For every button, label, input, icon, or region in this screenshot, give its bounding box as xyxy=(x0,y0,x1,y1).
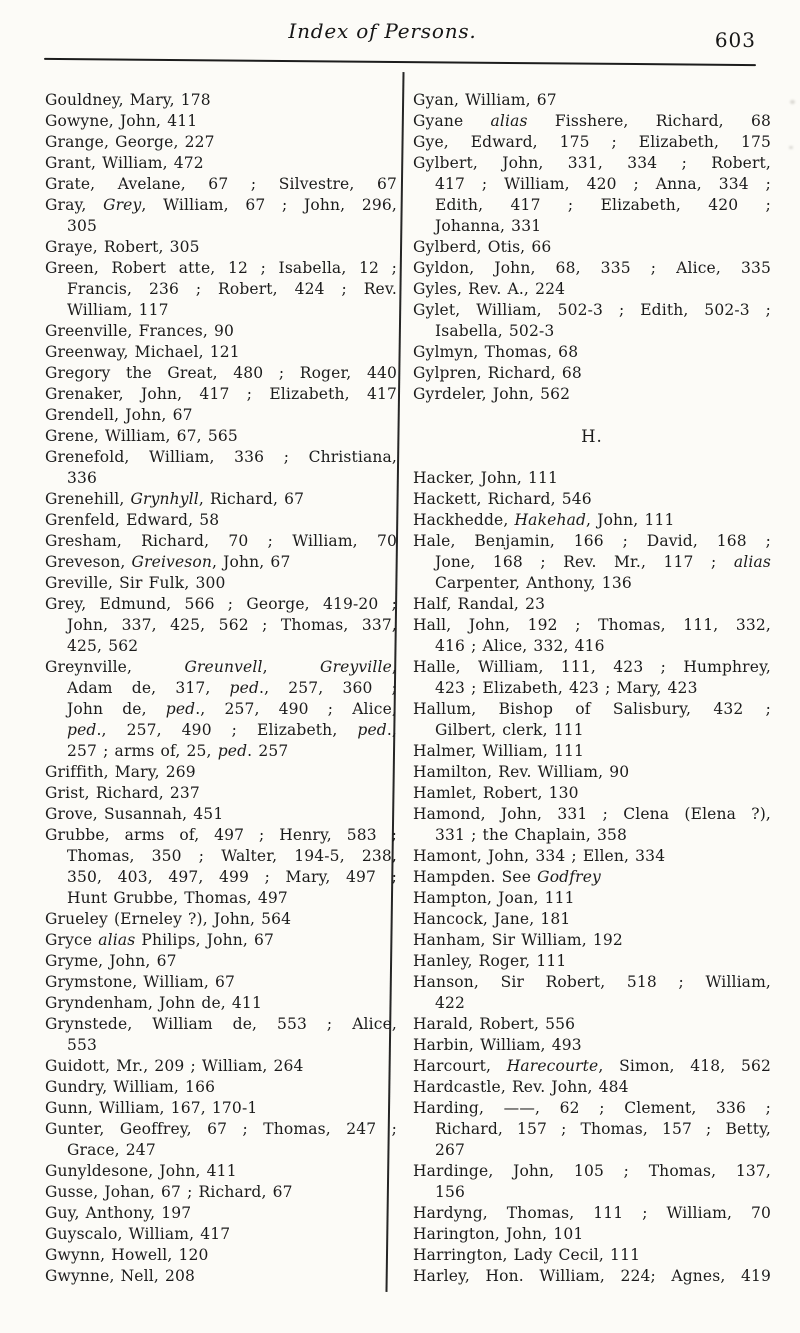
index-line: Gryce alias Philips, John, 67 xyxy=(45,931,275,949)
index-line: Hallum, Bishop of Salisbury, 432 ; xyxy=(413,700,771,718)
scan-speck xyxy=(789,146,793,149)
index-line: Harcourt, Harecourte, Simon, 418, 562 xyxy=(413,1057,771,1075)
index-line: Hanley, Roger, 111 xyxy=(413,952,567,970)
index-line: Hanham, Sir William, 192 xyxy=(413,931,623,949)
variant-name: Greunvell xyxy=(184,658,263,676)
index-line: William, 117 xyxy=(67,301,169,319)
index-line: Grenefold, William, 336 ; Christiana, xyxy=(45,448,397,466)
header-rule xyxy=(44,58,756,67)
variant-name: alias xyxy=(733,553,771,571)
index-line: Hardinge, John, 105 ; Thomas, 137, xyxy=(413,1162,771,1180)
index-line: Gryme, John, 67 xyxy=(45,952,177,970)
index-line: Thomas, 350 ; Walter, 194-5, 238, xyxy=(67,847,397,865)
index-line: Grist, Richard, 237 xyxy=(45,784,200,802)
index-line: Guy, Anthony, 197 xyxy=(45,1204,192,1222)
variant-name: ped xyxy=(217,742,248,760)
index-line: 257 ; arms of, 25, ped. 257 xyxy=(67,742,289,760)
index-line: Hamond, John, 331 ; Clena (Elena ?), xyxy=(413,805,771,823)
index-line: Hacker, John, 111 xyxy=(413,469,559,487)
index-line: Grendell, John, 67 xyxy=(45,406,193,424)
index-line: Hampton, Joan, 111 xyxy=(413,889,575,907)
index-line: Grueley (Erneley ?), John, 564 xyxy=(45,910,292,928)
index-line: 417 ; William, 420 ; Anna, 334 ; xyxy=(435,175,771,193)
index-line: Gouldney, Mary, 178 xyxy=(45,91,211,109)
index-line: Gowyne, John, 411 xyxy=(45,112,198,130)
index-line: Greynville, Greunvell, Greyville, xyxy=(45,658,397,676)
index-line: Hamilton, Rev. William, 90 xyxy=(413,763,630,781)
index-line: Gyane alias Fisshere, Richard, 68 xyxy=(413,112,771,130)
index-line: Jone, 168 ; Rev. Mr., 117 ; alias xyxy=(435,553,771,571)
index-line: ped., 257, 490 ; Elizabeth, ped., xyxy=(67,721,397,739)
index-line: Grenfeld, Edward, 58 xyxy=(45,511,220,529)
index-line: Grange, George, 227 xyxy=(45,133,215,151)
running-title: Index of Persons. xyxy=(288,19,477,43)
index-line: Harding, ——, 62 ; Clement, 336 ; xyxy=(413,1099,771,1117)
index-line: Hunt Grubbe, Thomas, 497 xyxy=(67,889,288,907)
index-line: Gray, Grey, William, 67 ; John, 296, xyxy=(45,196,397,214)
index-line: Johanna, 331 xyxy=(435,217,542,235)
index-line: Gyrdeler, John, 562 xyxy=(413,385,571,403)
index-line: Grant, William, 472 xyxy=(45,154,204,172)
index-line: 553 xyxy=(67,1036,98,1054)
index-line: Gylbert, John, 331, 334 ; Robert, xyxy=(413,154,771,172)
index-line: Grace, 247 xyxy=(67,1141,156,1159)
page-number: 603 xyxy=(714,28,756,52)
index-line: Guyscalo, William, 417 xyxy=(45,1225,231,1243)
index-line: Gregory the Great, 480 ; Roger, 440 xyxy=(45,364,397,382)
index-line: Edith, 417 ; Elizabeth, 420 ; xyxy=(435,196,771,214)
index-line: Isabella, 502-3 xyxy=(435,322,555,340)
index-line: Graye, Robert, 305 xyxy=(45,238,200,256)
index-line: Francis, 236 ; Robert, 424 ; Rev. xyxy=(67,280,397,298)
index-line: Grove, Susannah, 451 xyxy=(45,805,224,823)
index-line: Hancock, Jane, 181 xyxy=(413,910,571,928)
index-line: Grubbe, arms of, 497 ; Henry, 583 ; xyxy=(45,826,397,844)
index-line: Hardyng, Thomas, 111 ; William, 70 xyxy=(413,1204,771,1222)
index-line: Hanson, Sir Robert, 518 ; William, xyxy=(413,973,771,991)
index-line: Richard, 157 ; Thomas, 157 ; Betty, xyxy=(435,1120,771,1138)
index-line: Grenehill, Grynhyll, Richard, 67 xyxy=(45,490,305,508)
index-line: Harley, Hon. William, 224; Agnes, 419 xyxy=(413,1267,771,1285)
index-line: 416 ; Alice, 332, 416 xyxy=(435,637,605,655)
variant-name: ped xyxy=(165,700,196,718)
index-line: Hackhedde, Hakehad, John, 111 xyxy=(413,511,675,529)
index-line: 267 xyxy=(435,1141,466,1159)
index-line: Gunn, William, 167, 170-1 xyxy=(45,1099,258,1117)
index-line: 422 xyxy=(435,994,466,1012)
index-line: Gwynne, Nell, 208 xyxy=(45,1267,196,1285)
index-line: Adam de, 317, ped., 257, 360 ; xyxy=(67,679,397,697)
index-line: Gwynn, Howell, 120 xyxy=(45,1246,209,1264)
index-line: John de, ped., 257, 490 ; Alice, xyxy=(67,700,397,718)
index-line: Gyldon, John, 68, 335 ; Alice, 335 xyxy=(413,259,771,277)
index-line: Gyles, Rev. A., 224 xyxy=(413,280,566,298)
index-line: Griffith, Mary, 269 xyxy=(45,763,196,781)
variant-name: Harecourte xyxy=(506,1057,599,1075)
section-heading: H. xyxy=(581,427,603,446)
index-line: Halmer, William, 111 xyxy=(413,742,585,760)
index-line: Gunyldesone, John, 411 xyxy=(45,1162,237,1180)
index-line: 350, 403, 497, 499 ; Mary, 497 ; xyxy=(67,868,397,886)
index-line: Grene, William, 67, 565 xyxy=(45,427,238,445)
index-line: Hackett, Richard, 546 xyxy=(413,490,592,508)
index-line: Half, Randal, 23 xyxy=(413,595,546,613)
index-line: Harald, Robert, 556 xyxy=(413,1015,576,1033)
index-line: Gylet, William, 502-3 ; Edith, 502-3 ; xyxy=(413,301,771,319)
variant-name: Greiveson xyxy=(131,553,213,571)
index-line: Gunter, Geoffrey, 67 ; Thomas, 247 ; xyxy=(45,1120,397,1138)
index-line: Hamlet, Robert, 130 xyxy=(413,784,579,802)
index-line: Grynstede, William de, 553 ; Alice, xyxy=(45,1015,397,1033)
index-line: Gylpren, Richard, 68 xyxy=(413,364,582,382)
index-line: Hall, John, 192 ; Thomas, 111, 332, xyxy=(413,616,771,634)
index-line: Guidott, Mr., 209 ; William, 264 xyxy=(45,1057,304,1075)
index-line: Gylmyn, Thomas, 68 xyxy=(413,343,579,361)
index-line: Grymstone, William, 67 xyxy=(45,973,236,991)
index-line: Gundry, William, 166 xyxy=(45,1078,216,1096)
index-line: Harrington, Lady Cecil, 111 xyxy=(413,1246,641,1264)
variant-name: ped xyxy=(357,721,387,739)
index-line: 305 xyxy=(67,217,98,235)
index-line: Grate, Avelane, 67 ; Silvestre, 67 xyxy=(45,175,397,193)
index-line: Hale, Benjamin, 166 ; David, 168 ; xyxy=(413,532,771,550)
index-line: Greenville, Frances, 90 xyxy=(45,322,234,340)
index-line: Hamont, John, 334 ; Ellen, 334 xyxy=(413,847,666,865)
index-line: Gryndenham, John de, 411 xyxy=(45,994,262,1012)
index-line: Greenway, Michael, 121 xyxy=(45,343,240,361)
index-line: 425, 562 xyxy=(67,637,139,655)
index-line: John, 337, 425, 562 ; Thomas, 337, xyxy=(67,616,397,634)
index-line: 423 ; Elizabeth, 423 ; Mary, 423 xyxy=(435,679,698,697)
index-line: Gylberd, Otis, 66 xyxy=(413,238,552,256)
index-line: 156 xyxy=(435,1183,466,1201)
variant-name: Grey xyxy=(103,196,142,214)
variant-name: Hakehad xyxy=(514,511,587,529)
variant-name: alias xyxy=(490,112,528,130)
index-line: 336 xyxy=(67,469,98,487)
index-line: Greville, Sir Fulk, 300 xyxy=(45,574,226,592)
index-line: Hampden. See Godfrey xyxy=(413,868,601,886)
index-line: Gilbert, clerk, 111 xyxy=(435,721,584,739)
variant-name: Godfrey xyxy=(537,868,601,886)
variant-name: alias xyxy=(98,931,136,949)
index-line: Harington, John, 101 xyxy=(413,1225,584,1243)
variant-name: Grynhyll xyxy=(130,490,199,508)
index-line: Greveson, Greiveson, John, 67 xyxy=(45,553,291,571)
left-column xyxy=(45,90,397,1287)
index-line: Halle, William, 111, 423 ; Humphrey, xyxy=(413,658,771,676)
index-line: 331 ; the Chaplain, 358 xyxy=(435,826,628,844)
index-line: Gye, Edward, 175 ; Elizabeth, 175 xyxy=(413,133,771,151)
index-line: Carpenter, Anthony, 136 xyxy=(435,574,632,592)
index-line: Hardcastle, Rev. John, 484 xyxy=(413,1078,629,1096)
variant-name: Greyville xyxy=(320,658,392,676)
index-line: Harbin, William, 493 xyxy=(413,1036,582,1054)
index-line: Gresham, Richard, 70 ; William, 70 xyxy=(45,532,397,550)
index-line: Grey, Edmund, 566 ; George, 419-20 ; xyxy=(45,595,397,613)
variant-name: ped xyxy=(229,679,260,697)
right-column xyxy=(413,90,771,1287)
index-line: Gyan, William, 67 xyxy=(413,91,557,109)
index-line: Grenaker, John, 417 ; Elizabeth, 417 xyxy=(45,385,397,403)
scan-speck xyxy=(790,100,795,104)
variant-name: ped xyxy=(67,721,97,739)
index-line: Gusse, Johan, 67 ; Richard, 67 xyxy=(45,1183,293,1201)
index-line: Green, Robert atte, 12 ; Isabella, 12 ; xyxy=(45,259,397,277)
